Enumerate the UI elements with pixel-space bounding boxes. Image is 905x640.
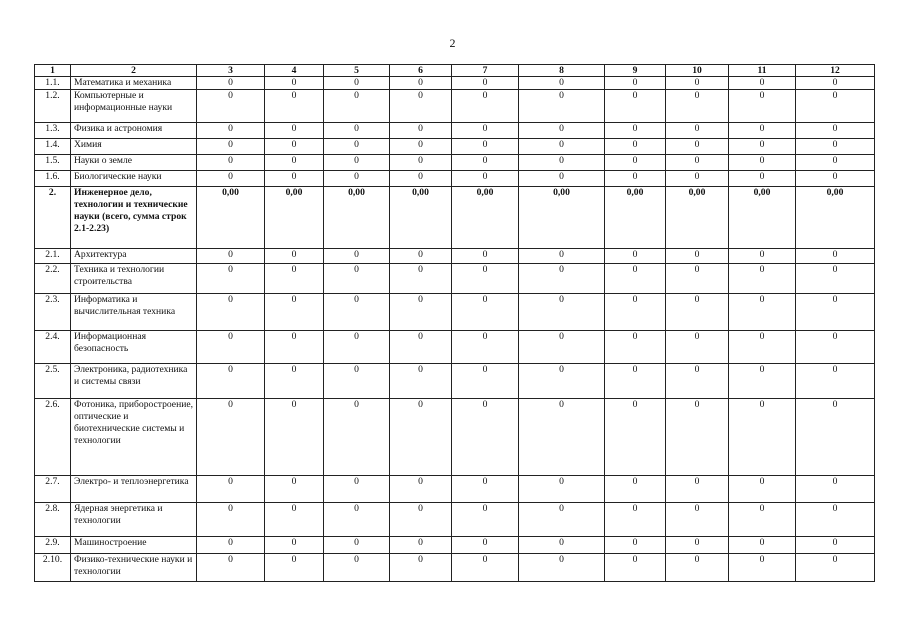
row-value-cell: 0: [390, 171, 452, 187]
table-row: [35, 249, 875, 264]
table-row: [35, 364, 875, 399]
row-value-cell: 0: [452, 155, 519, 171]
row-code: 1.1.: [35, 77, 71, 90]
row-value-cell: 0: [519, 399, 605, 476]
row-value-cell: 0,00: [666, 187, 729, 249]
row-value-cell: 0: [324, 537, 390, 554]
row-value-cell: 0: [324, 139, 390, 155]
row-value-cell: 0: [452, 364, 519, 399]
row-value-cell: 0: [796, 503, 875, 537]
row-name: Архитектура: [71, 249, 197, 264]
row-value-cell: 0: [197, 503, 265, 537]
row-value-cell: 0: [519, 155, 605, 171]
row-value-cell: 0,00: [197, 187, 265, 249]
row-name: Электроника, радиотехника и системы связи: [71, 364, 197, 399]
row-value-cell: 0: [197, 537, 265, 554]
row-value-cell: 0: [519, 364, 605, 399]
row-value-cell: 0: [796, 364, 875, 399]
row-value-cell: 0: [390, 554, 452, 582]
row-value-cell: 0: [265, 171, 324, 187]
row-name: Физика и астрономия: [71, 123, 197, 139]
row-value-cell: 0: [666, 331, 729, 364]
table-row: [35, 331, 875, 364]
column-number-header: 6: [390, 65, 452, 77]
column-number-header: 12: [796, 65, 875, 77]
row-value-cell: 0: [729, 90, 796, 123]
row-value-cell: 0: [324, 171, 390, 187]
table-row: [35, 139, 875, 155]
table-body: [35, 65, 875, 582]
table-row: [35, 171, 875, 187]
row-value-cell: 0: [265, 77, 324, 90]
row-value-cell: 0: [452, 139, 519, 155]
table-row: [35, 537, 875, 554]
row-value-cell: 0: [605, 537, 666, 554]
row-name: Информатика и вычислительная техника: [71, 294, 197, 331]
row-value-cell: 0: [729, 331, 796, 364]
row-value-cell: 0: [265, 139, 324, 155]
row-value-cell: 0: [265, 90, 324, 123]
row-name: Химия: [71, 139, 197, 155]
row-value-cell: 0: [519, 139, 605, 155]
row-value-cell: 0: [452, 264, 519, 294]
row-value-cell: 0,00: [390, 187, 452, 249]
row-value-cell: 0: [324, 554, 390, 582]
row-code: 1.4.: [35, 139, 71, 155]
row-value-cell: 0: [519, 264, 605, 294]
column-number-header: 3: [197, 65, 265, 77]
row-name: Фотоника, приборостроение, оптические и биотехнические системы и технологии: [71, 399, 197, 476]
row-value-cell: 0: [324, 264, 390, 294]
row-value-cell: 0: [452, 294, 519, 331]
row-value-cell: 0: [796, 155, 875, 171]
row-value-cell: 0: [605, 399, 666, 476]
row-value-cell: 0: [605, 294, 666, 331]
row-value-cell: 0: [197, 171, 265, 187]
report-table: [34, 64, 875, 582]
row-value-cell: 0: [197, 77, 265, 90]
row-value-cell: 0: [197, 554, 265, 582]
row-value-cell: 0: [666, 476, 729, 503]
row-value-cell: 0: [796, 476, 875, 503]
row-value-cell: 0: [324, 155, 390, 171]
row-value-cell: 0: [605, 171, 666, 187]
row-value-cell: 0: [452, 503, 519, 537]
row-value-cell: 0: [796, 90, 875, 123]
row-value-cell: 0: [605, 331, 666, 364]
row-value-cell: 0: [519, 77, 605, 90]
row-code: 2.1.: [35, 249, 71, 264]
row-value-cell: 0: [390, 123, 452, 139]
row-value-cell: 0: [605, 90, 666, 123]
row-code: 2.7.: [35, 476, 71, 503]
row-value-cell: 0: [796, 249, 875, 264]
row-value-cell: 0: [519, 503, 605, 537]
row-value-cell: 0: [390, 264, 452, 294]
table-row: [35, 77, 875, 90]
row-value-cell: 0: [605, 139, 666, 155]
row-value-cell: 0: [666, 364, 729, 399]
row-value-cell: 0: [197, 476, 265, 503]
table-row: [35, 187, 875, 249]
row-value-cell: 0: [519, 123, 605, 139]
row-code: 1.3.: [35, 123, 71, 139]
row-value-cell: 0: [197, 155, 265, 171]
row-value-cell: 0: [324, 503, 390, 537]
row-value-cell: 0: [729, 264, 796, 294]
row-value-cell: 0: [197, 90, 265, 123]
row-value-cell: 0: [729, 77, 796, 90]
row-value-cell: 0: [729, 123, 796, 139]
row-code: 2.3.: [35, 294, 71, 331]
table-row: [35, 90, 875, 123]
row-value-cell: 0: [324, 476, 390, 503]
row-value-cell: 0: [519, 90, 605, 123]
row-value-cell: 0: [666, 264, 729, 294]
row-code: 2.5.: [35, 364, 71, 399]
row-name: Компьютерные и информационные науки: [71, 90, 197, 123]
row-value-cell: 0: [265, 503, 324, 537]
row-value-cell: 0,00: [729, 187, 796, 249]
row-value-cell: 0: [265, 476, 324, 503]
row-value-cell: 0: [729, 503, 796, 537]
row-value-cell: 0: [390, 331, 452, 364]
page-number: 2: [449, 36, 456, 50]
row-value-cell: 0: [605, 77, 666, 90]
row-value-cell: 0: [197, 139, 265, 155]
row-value-cell: 0,00: [324, 187, 390, 249]
row-value-cell: 0: [452, 476, 519, 503]
row-value-cell: 0,00: [796, 187, 875, 249]
row-value-cell: 0: [605, 554, 666, 582]
row-value-cell: 0: [265, 155, 324, 171]
table-row: [35, 155, 875, 171]
row-value-cell: 0: [324, 331, 390, 364]
row-value-cell: 0: [729, 399, 796, 476]
row-value-cell: 0: [324, 294, 390, 331]
row-value-cell: 0: [265, 331, 324, 364]
row-value-cell: 0,00: [452, 187, 519, 249]
row-value-cell: 0: [197, 364, 265, 399]
row-value-cell: 0: [666, 294, 729, 331]
row-value-cell: 0: [729, 537, 796, 554]
row-value-cell: 0: [390, 503, 452, 537]
row-value-cell: 0: [729, 476, 796, 503]
row-name: Информационная безопасность: [71, 331, 197, 364]
row-value-cell: 0: [519, 537, 605, 554]
table-row: [35, 294, 875, 331]
row-value-cell: 0: [265, 249, 324, 264]
row-code: 2.2.: [35, 264, 71, 294]
table-row: [35, 123, 875, 139]
row-value-cell: 0: [390, 399, 452, 476]
column-number-header: 8: [519, 65, 605, 77]
row-code: 2.8.: [35, 503, 71, 537]
row-name: Науки о земле: [71, 155, 197, 171]
row-value-cell: 0: [390, 249, 452, 264]
row-value-cell: 0: [197, 399, 265, 476]
row-code: 2.9.: [35, 537, 71, 554]
row-value-cell: 0: [666, 139, 729, 155]
row-value-cell: 0: [452, 399, 519, 476]
row-value-cell: 0: [452, 171, 519, 187]
row-name: Математика и механика: [71, 77, 197, 90]
row-value-cell: 0: [390, 155, 452, 171]
row-value-cell: 0: [265, 537, 324, 554]
column-number-header: 11: [729, 65, 796, 77]
row-value-cell: 0: [605, 155, 666, 171]
row-value-cell: 0: [324, 249, 390, 264]
row-value-cell: 0: [324, 123, 390, 139]
column-number-header: 7: [452, 65, 519, 77]
row-value-cell: 0: [452, 123, 519, 139]
row-value-cell: 0: [666, 537, 729, 554]
row-value-cell: 0: [197, 123, 265, 139]
row-value-cell: 0: [265, 294, 324, 331]
row-value-cell: 0: [324, 90, 390, 123]
row-value-cell: 0: [729, 249, 796, 264]
row-code: 1.2.: [35, 90, 71, 123]
row-value-cell: 0: [666, 503, 729, 537]
row-code: 2.4.: [35, 331, 71, 364]
column-number-header: 5: [324, 65, 390, 77]
row-value-cell: 0: [796, 294, 875, 331]
row-code: 2.: [35, 187, 71, 249]
row-value-cell: 0: [519, 294, 605, 331]
row-value-cell: 0: [666, 90, 729, 123]
row-value-cell: 0: [265, 554, 324, 582]
row-value-cell: 0: [729, 171, 796, 187]
row-value-cell: 0,00: [265, 187, 324, 249]
row-value-cell: 0: [666, 123, 729, 139]
row-name: Техника и технологии строительства: [71, 264, 197, 294]
row-value-cell: 0,00: [605, 187, 666, 249]
column-number-header: 4: [265, 65, 324, 77]
table-row: [35, 264, 875, 294]
row-value-cell: 0: [666, 249, 729, 264]
row-value-cell: 0: [390, 294, 452, 331]
row-value-cell: 0: [390, 537, 452, 554]
row-value-cell: 0: [452, 554, 519, 582]
row-code: 1.6.: [35, 171, 71, 187]
row-value-cell: 0: [390, 476, 452, 503]
row-name: Физико-технические науки и технологии: [71, 554, 197, 582]
row-code: 1.5.: [35, 155, 71, 171]
table-row: [35, 476, 875, 503]
row-value-cell: 0: [796, 139, 875, 155]
row-value-cell: 0: [452, 537, 519, 554]
row-name: Машиностроение: [71, 537, 197, 554]
row-value-cell: 0: [796, 554, 875, 582]
row-value-cell: 0: [729, 554, 796, 582]
row-value-cell: 0: [729, 364, 796, 399]
row-name: Инженерное дело, технологии и технические науки (всего, сумма строк 2.1-2.23): [71, 187, 197, 249]
row-value-cell: 0: [452, 249, 519, 264]
column-number-row: [35, 65, 875, 77]
row-name: Электро- и теплоэнергетика: [71, 476, 197, 503]
row-value-cell: 0: [729, 139, 796, 155]
table-row: [35, 399, 875, 476]
row-value-cell: 0: [605, 364, 666, 399]
row-value-cell: 0: [729, 294, 796, 331]
table-row: [35, 503, 875, 537]
row-value-cell: 0: [796, 537, 875, 554]
row-value-cell: 0: [796, 77, 875, 90]
row-value-cell: 0: [729, 155, 796, 171]
row-code: 2.10.: [35, 554, 71, 582]
row-value-cell: 0: [605, 503, 666, 537]
row-value-cell: 0: [605, 249, 666, 264]
row-value-cell: 0: [324, 399, 390, 476]
row-value-cell: 0: [390, 90, 452, 123]
row-value-cell: 0: [390, 364, 452, 399]
row-value-cell: 0: [452, 331, 519, 364]
column-number-header: 1: [35, 65, 71, 77]
row-value-cell: 0: [197, 294, 265, 331]
row-value-cell: 0: [519, 331, 605, 364]
row-value-cell: 0: [324, 364, 390, 399]
row-value-cell: 0: [197, 331, 265, 364]
row-value-cell: 0: [666, 77, 729, 90]
row-value-cell: 0: [452, 90, 519, 123]
row-value-cell: 0: [796, 331, 875, 364]
row-value-cell: 0: [390, 139, 452, 155]
row-value-cell: 0: [265, 399, 324, 476]
row-value-cell: 0: [197, 264, 265, 294]
row-value-cell: 0: [519, 554, 605, 582]
row-value-cell: 0: [519, 171, 605, 187]
row-code: 2.6.: [35, 399, 71, 476]
row-name: Биологические науки: [71, 171, 197, 187]
row-value-cell: 0: [265, 364, 324, 399]
row-value-cell: 0,00: [519, 187, 605, 249]
row-value-cell: 0: [605, 476, 666, 503]
column-number-header: 10: [666, 65, 729, 77]
row-value-cell: 0: [265, 123, 324, 139]
row-value-cell: 0: [605, 264, 666, 294]
row-value-cell: 0: [519, 249, 605, 264]
row-value-cell: 0: [519, 476, 605, 503]
table-row: [35, 554, 875, 582]
row-value-cell: 0: [265, 264, 324, 294]
row-value-cell: 0: [390, 77, 452, 90]
row-name: Ядерная энергетика и технологии: [71, 503, 197, 537]
row-value-cell: 0: [796, 399, 875, 476]
row-value-cell: 0: [796, 123, 875, 139]
row-value-cell: 0: [197, 249, 265, 264]
row-value-cell: 0: [666, 399, 729, 476]
row-value-cell: 0: [666, 155, 729, 171]
row-value-cell: 0: [796, 171, 875, 187]
row-value-cell: 0: [796, 264, 875, 294]
row-value-cell: 0: [666, 554, 729, 582]
row-value-cell: 0: [324, 77, 390, 90]
row-value-cell: 0: [605, 123, 666, 139]
column-number-header: 9: [605, 65, 666, 77]
row-value-cell: 0: [452, 77, 519, 90]
row-value-cell: 0: [666, 171, 729, 187]
column-number-header: 2: [71, 65, 197, 77]
